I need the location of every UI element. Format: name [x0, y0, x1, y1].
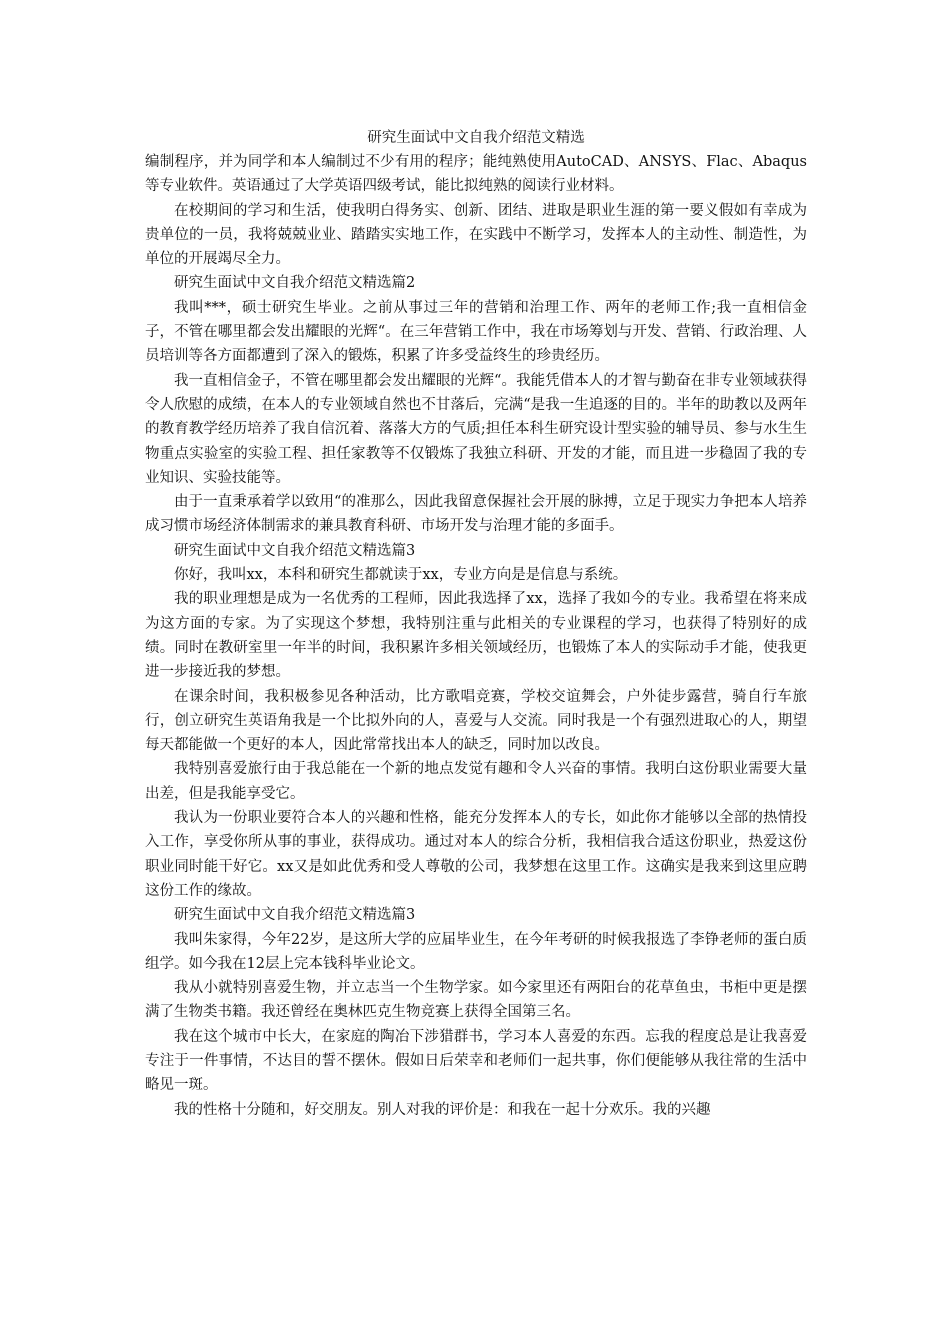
paragraph: 我一直相信金子，不管在哪里都会发出耀眼的光辉“。我能凭借本人的才智与勤奋在非专业领域获得令人欣慰的成绩，在本人的专业领域自然也不甘落后，完满“是我一生追逐的目的。半年的助教以及两年的教育教学经历培养了我自信沉着、落落大方的气质;担任本科生研究设计型实验的辅导员、参与水生生物重点实验室的实验工程、担任家教等不仅锻炼了我独立科研、开发的才能，而且进一步稳固了我的专业知识、实验技能等。	[145, 372, 807, 486]
paragraph: 由于一直秉承着学以致用“的准那么，因此我留意保握社会开展的脉搏，立足于现实力争把本人培养成习惯市场经济体制需求的兼具教育科研、市场开发与治理才能的多面手。	[145, 494, 807, 535]
paragraph: 我的职业理想是成为一名优秀的工程师，因此我选择了xx，选择了我如今的专业。我希望在将来成为这方面的专家。为了实现这个梦想，我特别注重与此相关的专业课程的学习，也获得了特别好的成绩。同时在教研室里一年半的时间，我积累许多相关领域经历，也锻炼了本人的实际动手才能，使我更进一步接近我的梦想。	[145, 591, 807, 681]
document-page	[145, 126, 807, 1122]
paragraph: 我在这个城市中长大，在家庭的陶冶下涉猎群书，学习本人喜爱的东西。忘我的程度总是让我喜爱专注于一件事情，不达目的誓不摆休。假如日后荣幸和老师们一起共事，你们便能够从我往常的生活中略见一斑。	[145, 1028, 807, 1094]
paragraph: 在校期间的学习和生活，使我明白得务实、创新、团结、进取是职业生涯的第一要义假如有幸成为贵单位的一员，我将兢兢业业、踏踏实实地工作，在实践中不断学习，发挥本人的主动性、制造性，为单位的开展竭尽全力。	[145, 202, 807, 268]
paragraph: 我特别喜爱旅行由于我总能在一个新的地点发觉有趣和令人兴奋的事情。我明白这份职业需要大量出差，但是我能享受它。	[145, 761, 807, 802]
paragraph: 我认为一份职业要符合本人的兴趣和性格，能充分发挥本人的专长，如此你才能够以全部的热情投入工作，享受你所从事的事业，获得成功。通过对本人的综合分析，我相信我合适这份职业，热爱这份职业同时能干好它。xx又是如此优秀和受人尊敬的公司，我梦想在这里工作。这确实是我来到这里应聘这份工作的缘故。	[145, 810, 807, 899]
paragraph: 我叫朱家得，今年22岁，是这所大学的应届毕业生，在今年考研的时候我报选了李铮老师的蛋白质组学。如今我在12层上完本钱科毕业论文。	[145, 931, 807, 972]
section-heading: 研究生面试中文自我介绍范文精选篇2	[174, 275, 416, 292]
paragraph: 我从小就特别喜爱生物，并立志当一个生物学家。如今家里还有两阳台的花草鱼虫，书柜中更是摆满了生物类书籍。我还曾经在奥林匹克生物竞赛上获得全国第三名。	[145, 980, 807, 1021]
paragraph: 在课余时间，我积极参见各种活动，比方歌唱竞赛，学校交谊舞会，户外徒步露营，骑自行车旅行，创立研究生英语角我是一个比拟外向的人，喜爱与人交流。同时我是一个有强烈进取心的人，期望每天都能做一个更好的本人，因此常常找出本人的缺乏，同时加以改良。	[145, 688, 807, 754]
paragraph: 你好，我叫xx，本科和研究生都就读于xx，专业方向是是信息与系统。	[174, 567, 628, 584]
paragraph: 我叫***，硕士研究生毕业。之前从事过三年的营销和治理工作、两年的老师工作;我一直相信金子，不管在哪里都会发出耀眼的光辉“。在三年营销工作中，我在市场筹划与开发、营销、行政治理、人员培训等各方面都遭到了深入的锻炼，积累了许多受益终生的珍贵经历。	[145, 299, 807, 365]
section-heading: 研究生面试中文自我介绍范文精选篇3	[174, 542, 416, 559]
paragraph: 编制程序，并为同学和本人编制过不少有用的程序；能纯熟使用AutoCAD、ANSYS、Flac、Abaqus等专业软件。英语通过了大学英语四级考试，能比拟纯熟的阅读行业材料。	[145, 154, 807, 195]
paragraph: 我的性格十分随和，好交朋友。别人对我的评价是：和我在一起十分欢乐。我的兴趣	[174, 1101, 711, 1118]
section-heading: 研究生面试中文自我介绍范文精选篇3	[174, 907, 416, 924]
document-title: 研究生面试中文自我介绍范文精选	[367, 130, 585, 146]
